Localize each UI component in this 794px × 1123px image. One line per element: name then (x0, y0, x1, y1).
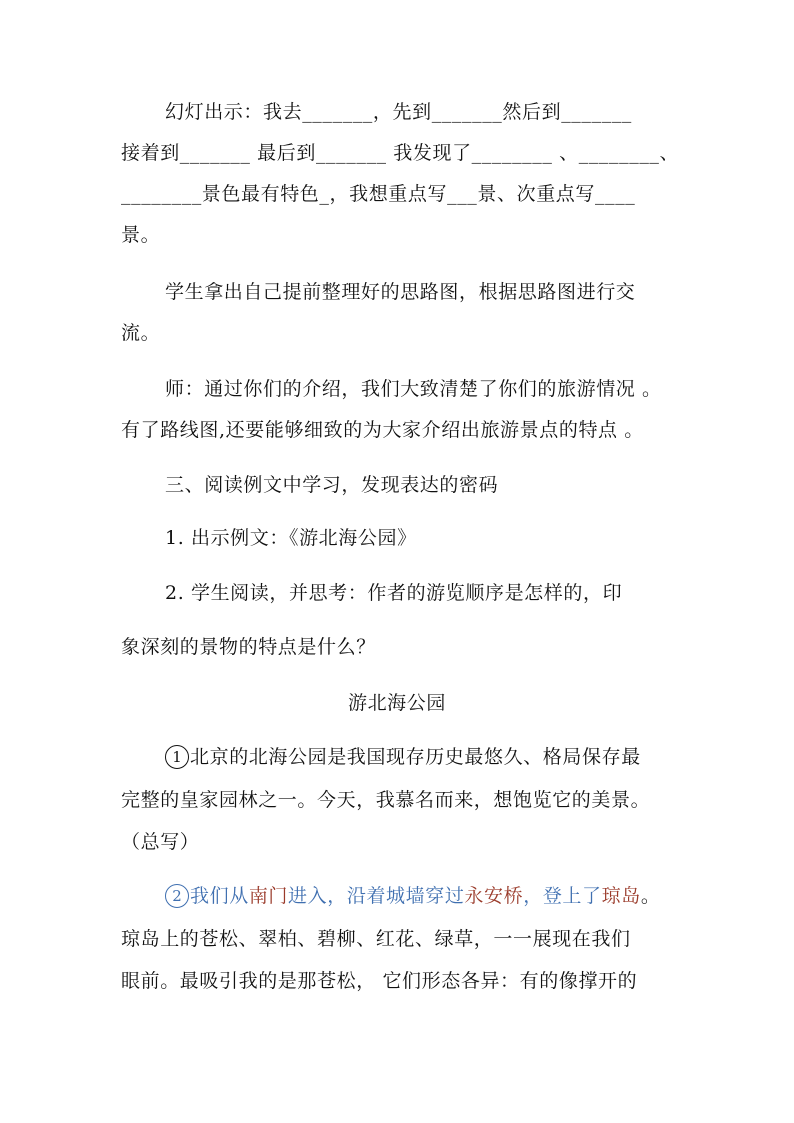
slide-prompt-line4: 景。 (121, 224, 161, 246)
section-heading: 三、阅读例文中学习，发现表达的密码 (165, 474, 499, 496)
essay-para1-line2: 完整的皇家园林之一。今天，我慕名而来，想饱览它的美景。 (121, 789, 651, 811)
slide-prompt-line1: 幻灯出示：我去_______，先到_______然后到_______ (165, 101, 632, 123)
paragraph-number-2: 2 (165, 884, 189, 908)
slide-prompt-line3: ________景色最有特色_，我想重点写___景、次重点写____ (121, 183, 636, 205)
route-text-end: 。 (640, 885, 661, 907)
essay-para1-text: 北京的北海公园是我国现存历史最悠久、格局保存最 (190, 746, 641, 768)
essay-para1-line3: （总写） (121, 831, 200, 853)
place-name-south-gate: 南门 (248, 885, 289, 907)
essay-para2-line3: 眼前。最吸引我的是那苍松， 它们形态各异：有的像撑开的 (121, 970, 638, 992)
slide-prompt-line2: 接着到_______ 最后到_______ 我发现了________ 、________、 (121, 142, 680, 164)
route-text: 我们从 (190, 885, 249, 907)
essay-para2-line2: 琼岛上的苍松、翠柏、碧柳、红花、绿草，一一展现在我们 (121, 928, 631, 950)
place-name-qiong-island: 琼岛 (601, 885, 641, 907)
student-activity-line2: 流。 (121, 322, 161, 344)
section-item-2-line2: 象深刻的景物的特点是什么？ (121, 636, 376, 658)
essay-para1-line1 (165, 744, 725, 770)
teacher-remark-line1: 师：通过你们的介绍，我们大致清楚了你们的旅游情况 。 (165, 378, 662, 400)
essay-title: 游北海公园 (347, 692, 446, 714)
route-text: 进入，沿着城墙穿过 (288, 885, 465, 907)
section-item-1: 1. 出示例文：《游北海公园》 (165, 527, 417, 549)
student-activity-line1: 学生拿出自己提前整理好的思路图，根据思路图进行交 (165, 281, 636, 303)
place-name-yongan-bridge: 永安桥 (464, 885, 524, 907)
section-item-2-line1: 2. 学生阅读，并思考：作者的游览顺序是怎样的，印 (165, 582, 623, 604)
paragraph-number-1: 1 (165, 745, 189, 769)
route-text: ，登上了 (523, 885, 602, 907)
teacher-remark-line2: 有了路线图,还要能够细致的为大家介绍出旅游景点的特点 。 (121, 419, 644, 441)
essay-para2-line1 (165, 883, 725, 909)
